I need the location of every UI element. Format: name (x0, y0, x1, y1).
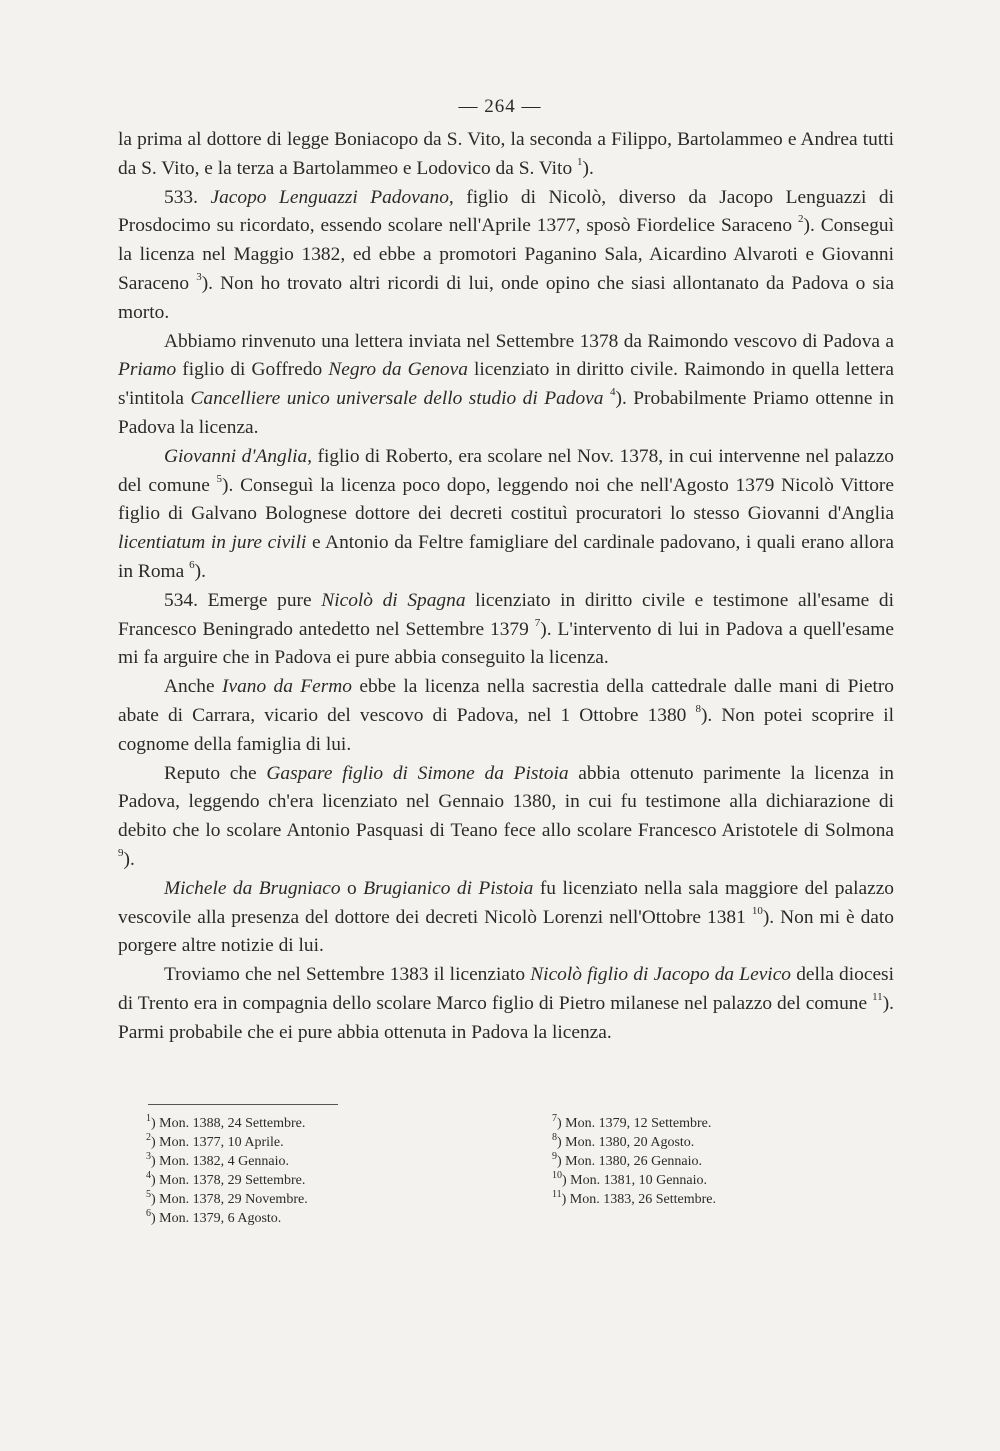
footnote-text: ) Mon. 1379, 6 Agosto. (151, 1211, 282, 1226)
text-run: ). (123, 848, 135, 870)
text-run: e Antonio da Feltre famigliare del cardinale padovano, i quali erano allora in Roma (118, 532, 894, 582)
footnote-number: 4 (146, 1170, 151, 1181)
footnote-ref: 6 (189, 558, 195, 571)
paragraph (118, 328, 894, 443)
footnote (146, 1114, 308, 1133)
footnotes-right (552, 1114, 716, 1209)
footnote-text: ) Mon. 1377, 10 Aprile. (151, 1135, 284, 1150)
italic-text: Michele da Brugniaco (164, 877, 341, 899)
footnote-rule (148, 1104, 338, 1105)
footnote-number: 9 (552, 1151, 557, 1162)
italic-text: Priamo (118, 359, 177, 381)
text-run: Troviamo che nel Settembre 1383 il licenziato (164, 964, 531, 986)
italic-text: Jacopo Lenguazzi Padovano, (210, 186, 454, 208)
paragraph (118, 875, 894, 961)
paragraph (118, 961, 894, 1047)
text-run: la prima al dottore di legge Boniacopo da S. Vito, la seconda a Filippo, Bartolammeo e Andrea tutti da S. Vito, e la terza a Bartolammeo e Lodovico da S. Vito (118, 129, 894, 179)
body-text (118, 126, 894, 1048)
paragraph (118, 443, 894, 587)
footnote-number: 2 (146, 1132, 151, 1143)
footnote-number: 3 (146, 1151, 151, 1162)
text-run: ). Parmi probabile che ei pure abbia ottenuta in Padova la licenza. (118, 992, 894, 1043)
text-run: licenziato in diritto civile. Raimondo in quella lettera s'intitola (118, 359, 894, 410)
italic-text: Cancelliere unico universale dello studio di Padova (190, 388, 604, 410)
text-run: ). Probabilmente Priamo ottenne in Padova la licenza. (118, 388, 894, 438)
footnote (552, 1171, 716, 1190)
footnote-number: 8 (552, 1132, 557, 1143)
page-number: — 264 — (458, 96, 542, 117)
text-run: 533. (164, 186, 211, 208)
footnote-number: 6 (146, 1208, 151, 1219)
footnotes-left (146, 1114, 308, 1228)
footnote (552, 1114, 716, 1133)
italic-text: Nicolò di Spagna (321, 589, 466, 611)
footnote-ref: 3 (196, 270, 202, 283)
footnote-ref: 1 (576, 155, 583, 168)
footnote-text: ) Mon. 1379, 12 Settembre. (557, 1116, 712, 1131)
footnote-ref: 9 (118, 846, 124, 859)
footnote-ref: 4 (609, 386, 616, 399)
footnote-number: 7 (552, 1113, 557, 1124)
text-run: ). Non potei scoprire il cognome della famiglia di lui. (118, 704, 894, 755)
footnote (146, 1171, 308, 1190)
footnote-ref: 2 (797, 213, 804, 226)
footnote-text: ) Mon. 1382, 4 Gennaio. (151, 1154, 290, 1169)
footnote-ref: 10 (751, 904, 763, 917)
paragraph (118, 184, 894, 328)
text-run: licenziato in diritto civile e testimone all'esame di Francesco Beningrado antedetto nel Settembre 1379 (118, 589, 894, 640)
text-run: Reputo che (164, 762, 267, 784)
footnote (146, 1190, 308, 1209)
footnote-text: ) Mon. 1378, 29 Settembre. (151, 1173, 306, 1188)
footnote-number: 1 (146, 1113, 151, 1124)
italic-text: Brugianico di Pistoia (363, 877, 534, 899)
text-run: ). (194, 560, 206, 582)
footnote (146, 1152, 308, 1171)
text-run: ebbe la licenza nella sacrestia della cattedrale dalle mani di Pietro abate di Carrara, vicario del vescovo di Padova, nel 1 Ottobre 1380 (118, 676, 894, 726)
text-run: ). Conseguì la licenza poco dopo, leggendo noi che nell'Agosto 1379 Nicolò Vittore figlio di Galvano Bolognese dottore dei decreti costituì procuratori lo stesso Giovanni d'Anglia (118, 474, 894, 525)
footnote (146, 1133, 308, 1152)
text-run: o (340, 877, 364, 899)
footnote-ref: 11 (872, 990, 883, 1003)
footnote-ref: 8 (695, 702, 701, 715)
text-run: Abbiamo rinvenuto una lettera inviata nel Settembre 1378 da Raimondo vescovo di Padova a (164, 330, 894, 352)
text-run: 534. Emerge pure (164, 589, 322, 611)
paragraph (118, 673, 894, 759)
text-run: Anche (164, 676, 222, 698)
footnote-text: ) Mon. 1383, 26 Settembre. (561, 1192, 717, 1207)
italic-text: Giovanni d'Anglia, (164, 445, 313, 467)
text-run: ). Non ho trovato altri ricordi di lui, onde opino che siasi allontanato da Padova o sia morto. (118, 272, 895, 323)
footnote-text: ) Mon. 1380, 26 Gennaio. (557, 1154, 703, 1169)
italic-text: Negro da Genova (328, 359, 468, 381)
footnote-number: 10 (552, 1170, 562, 1181)
footnote (552, 1190, 716, 1209)
italic-text: Nicolò figlio di Jacopo da Levico (530, 964, 791, 986)
text-run: figlio di Goffredo (176, 359, 329, 381)
text-run: abbia ottenuto parimente la licenza in Padova, leggendo ch'era licenziato nel Gennaio 1380, in cui fu testimone alla dichiarazione di debito che lo scolare Antonio Pasquasi di Teano fece allo scolare Francesco Aristotele di Solmona (118, 762, 894, 842)
footnote-number: 11 (552, 1189, 562, 1200)
italic-text: Gaspare figlio di Simone da Pistoia (266, 762, 569, 784)
footnote (552, 1152, 716, 1171)
text-run: figlio di Roberto, era scolare nel Nov. 1378, in cui intervenne nel palazzo del comune (118, 445, 894, 496)
italic-text: Ivano da Fermo (222, 676, 352, 698)
footnote (146, 1209, 308, 1228)
footnote-text: ) Mon. 1388, 24 Settembre. (151, 1116, 306, 1131)
footnote (552, 1133, 716, 1152)
text-run: ). L'intervento di lui in Padova a quell'esame mi fa arguire che in Padova ei pure abbia conseguito la licenza. (118, 618, 894, 669)
footnote-text: ) Mon. 1380, 20 Agosto. (557, 1135, 695, 1150)
footnote-ref: 5 (216, 472, 223, 485)
paragraph (118, 587, 894, 673)
text-run: ). (582, 157, 594, 179)
paragraph (118, 126, 894, 184)
footnote-number: 5 (146, 1189, 151, 1200)
text-run: figlio di Nicolò, diverso da Jacopo Lenguazzi di Prosdocimo su ricordato, essendo scolare nell'Aprile 1377, sposò Fiordelice Saraceno (118, 186, 895, 237)
text-run: della diocesi di Trento era in compagnia dello scolare Marco figlio di Pietro milanese nel palazzo del comune (118, 964, 894, 1014)
italic-text: licentiatum in jure civili (118, 532, 307, 554)
paragraph (118, 760, 894, 875)
text-run: fu licenziato nella sala maggiore del palazzo vescovile alla presenza del dottore dei decreti Nicolò Lorenzi nell'Ottobre 1381 (118, 877, 895, 928)
footnote-ref: 7 (534, 616, 541, 629)
text-run: ). Non mi è dato porgere altre notizie di lui. (118, 906, 894, 957)
footnote-text: ) Mon. 1378, 29 Novembre. (151, 1192, 308, 1207)
footnote-text: ) Mon. 1381, 10 Gennaio. (562, 1173, 708, 1188)
text-run: ). Conseguì la licenza nel Maggio 1382, ed ebbe a promotori Paganino Sala, Aicardino Alvaroti e Giovanni Saraceno (118, 215, 894, 294)
